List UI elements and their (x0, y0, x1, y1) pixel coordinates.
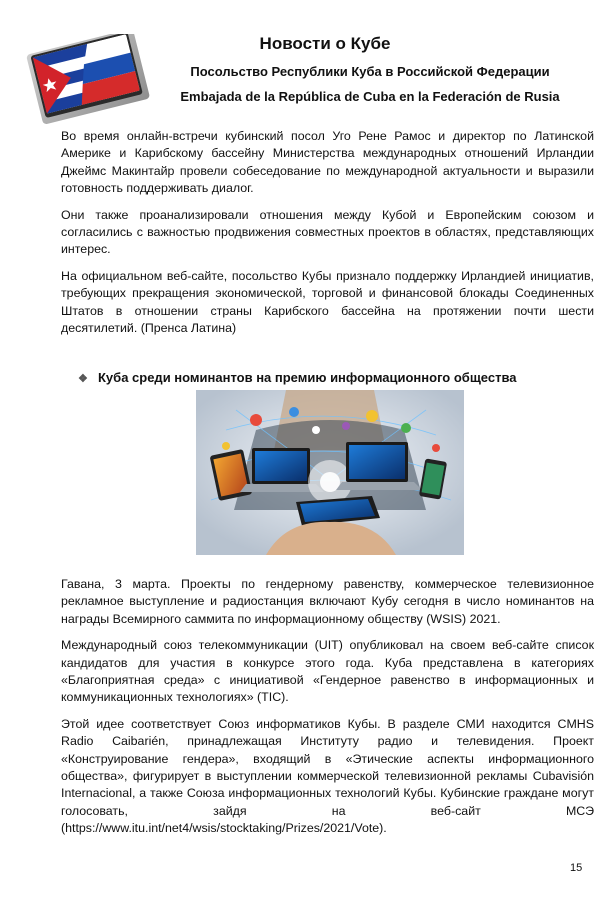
paragraph: Они также проанализировали отношения между Кубой и Европейским союзом и согласились с важностью продвижения совместных проектов в областях, представляющих интерес. (61, 207, 594, 257)
section-heading-text: Куба среди номинантов на премию информационного общества (98, 370, 517, 385)
page-number: 15 (570, 862, 583, 874)
subtitle-russian: Посольство Республики Куба в Российской Федерации (190, 64, 550, 79)
page-title: Новости о Кубе (259, 34, 391, 53)
paragraph: На официальном веб-сайте, посольство Кубы признало поддержку Ирландией инициатив, требующих прекращения экономической, торговой и финансовой блокады Соединенных Штатов в отношении страны Карибского бассейна на протяжении почти шести десятилетий. (Пренса Латина) (61, 268, 594, 336)
diamond-bullet-icon: ❖ (78, 373, 88, 385)
technology-devices-photo (196, 390, 464, 555)
paragraph: Международный союз телекоммуникации (UIT) опубликовал на своем веб-сайте список кандидатов для участия в конкурсе этого года. Куба представлена в категориях «Благоприятная среда» с инициативой «Гендерное равенство в информационных и коммуникационных технологиях» (TIC). (61, 638, 594, 705)
devices-illustration-icon (196, 390, 464, 555)
paragraph: Этой идее соответствует Союз информатиков Кубы. В разделе СМИ находится CMHS Radio Caibarién, принадлежащая Институту радио и телевидения. Проект «Конструирование гендера», входящий в «Этические аспекты информационного общества», фигурирует в выступлении коммерческой телевизионной рекламы Cubavisión Internacional, а также Союза информационных технологий Кубы. Кубинские граждане могут голосовать, зайдя на веб-сайт МСЭ (https://www.itu.int/net4/wsis/stocktaking/Prizes/2021/Vote). (61, 716, 594, 836)
cuba-russia-flag-icon (26, 34, 156, 126)
article-top (61, 128, 594, 346)
section-heading (78, 370, 598, 385)
flags-logo (26, 34, 156, 126)
paragraph: Гавана, 3 марта. Проекты по гендерному равенству, коммерческое телевизионное рекламное выступление и радиостанция включают Кубу сегодня в число номинантов на награды Всемирного саммита по информационному обществу (WSIS) 2021. (61, 577, 594, 626)
subtitle-spanish: Embajada de la República de Cuba en la Federación de Rusia (180, 89, 560, 104)
article-bottom (61, 576, 594, 847)
paragraph: Во время онлайн-встречи кубинский посол Уго Рене Рамос и директор по Латинской Америке и Карибскому бассейну Министерства международных отношений Ирландии Джеймс Макинтайр провели собеседование по международной актуальности и выразили готовность поддерживать диалог. (61, 129, 594, 196)
